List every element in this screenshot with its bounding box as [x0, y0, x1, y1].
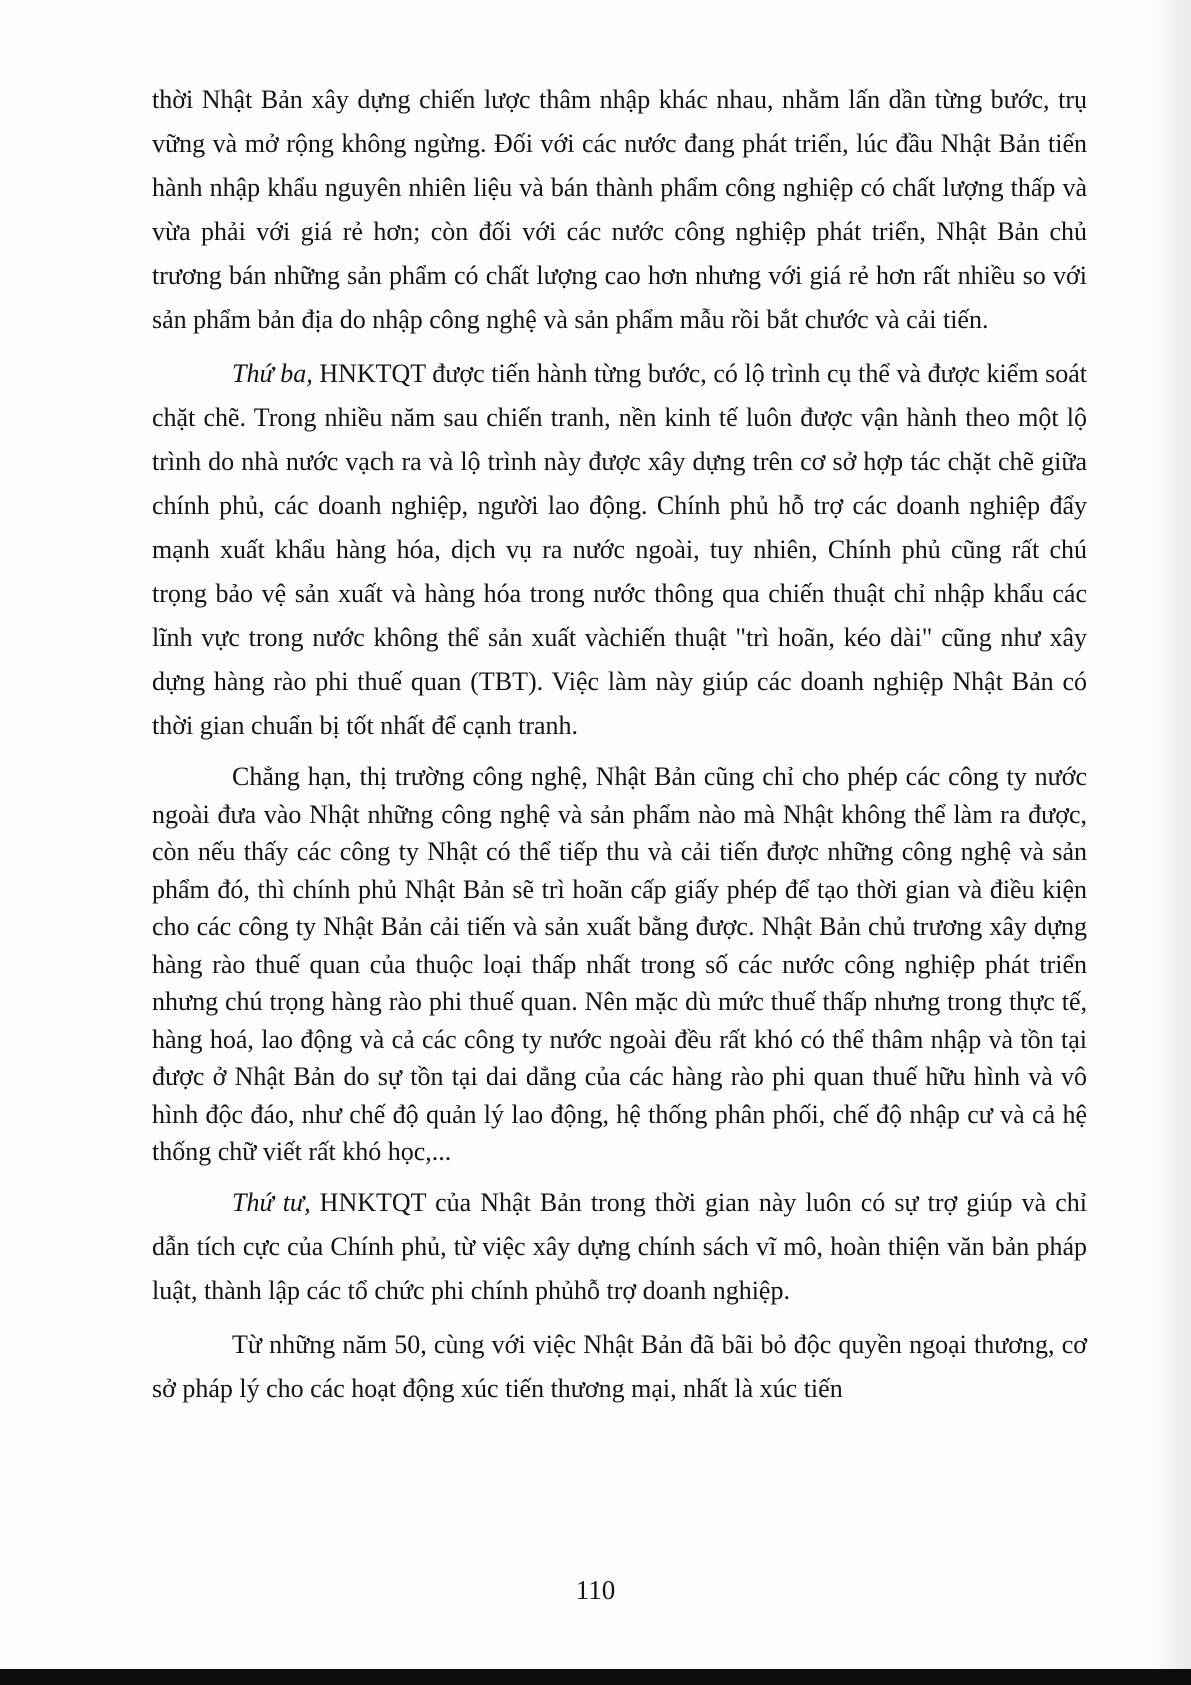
paragraph-2-body: HNKTQT được tiến hành từng bước, có lộ trình cụ thể và được kiểm soát chặt chẽ. Trong nhiều năm sau chiến tranh, nền kinh tế luôn được vận hành theo một lộ trình do nhà nước vạch ra và lộ trình này được xây dựng trên cơ sở hợp tác chặt chẽ giữa chính phủ, các doanh nghiệp, người lao động. Chính phủ hỗ trợ các doanh nghiệp đẩy mạnh xuất khẩu hàng hóa, dịch vụ ra nước ngoài, tuy nhiên, Chính phủ cũng rất chú trọng bảo vệ sản xuất và hàng hóa trong nước thông qua chiến thuật chỉ nhập khẩu các lĩnh vực trong nước không thể sản xuất vàchiến thuật "trì hoãn, kéo dài" cũng như xây dựng hàng rào phi thuế quan (TBT). Việc làm này giúp các doanh nghiệp Nhật Bản có thời gian chuẩn bị tốt nhất để cạnh tranh. — [152, 359, 1088, 740]
paragraph-4-body: HNKTQT của Nhật Bản trong thời gian này luôn có sự trợ giúp và chỉ dẫn tích cực của Chính phủ, từ việc xây dựng chính sách vĩ mô, hoàn thiện văn bản pháp luật, thành lập các tổ chức phi chính phủhỗ trợ doanh nghiệp. — [152, 1187, 1087, 1305]
paragraph-4-lead: Thứ tư, — [232, 1187, 311, 1217]
scan-border-bottom — [0, 1669, 1191, 1685]
page-edge-shadow — [1151, 0, 1191, 1685]
paragraph-1: thời Nhật Bản xây dựng chiến lược thâm nhập khác nhau, nhằm lấn dần từng bước, trụ vững và mở rộng không ngừng. Đối với các nước đang phát triển, lúc đầu Nhật Bản tiến hành nhập khẩu nguyên nhiên liệu và bán thành phẩm công nghiệp có chất lượng thấp và vừa phải với giá rẻ hơn; còn đối với các nước công nghiệp phát triển, Nhật Bản chủ trương bán những sản phẩm có chất lượng cao hơn nhưng với giá rẻ hơn rất nhiều so với sản phẩm bản địa do nhập công nghệ và sản phẩm mẫu rồi bắt chước và cải tiến. — [152, 85, 1087, 334]
paragraph-3: Chẳng hạn, thị trường công nghệ, Nhật Bản cũng chỉ cho phép các công ty nước ngoài đưa vào Nhật những công nghệ và sản phẩm nào mà Nhật không thể làm ra được, còn nếu thấy các công ty Nhật có thể tiếp thu và cải tiến được những công nghệ và sản phẩm đó, thì chính phủ Nhật Bản sẽ trì hoãn cấp giấy phép để tạo thời gian và điều kiện cho các công ty Nhật Bản cải tiến và sản xuất bằng được. Nhật Bản chủ trương xây dựng hàng rào thuế quan của thuộc loại thấp nhất trong số các nước công nghiệp phát triển nhưng chú trọng hàng rào phi thuế quan. Nên mặc dù mức thuế thấp nhưng trong thực tế, hàng hoá, lao động và cả các công ty nước ngoài đều rất khó có thể thâm nhập và tồn tại được ở Nhật Bản do sự tồn tại dai dẳng của các hàng rào phi quan thuế hữu hình và vô hình độc đáo, như chế độ quản lý lao động, hệ thống phân phối, chế độ nhập cư và cả hệ thống chữ viết rất khó học,... — [152, 762, 1087, 1166]
paragraph-4 — [152, 1181, 1087, 1313]
paragraph-5: Từ những năm 50, cùng với việc Nhật Bản đã bãi bỏ độc quyền ngoại thương, cơ sở pháp lý cho các hoạt động xúc tiến thương mại, nhất là xúc tiến — [152, 1329, 1087, 1403]
body-text — [152, 78, 1087, 1411]
page-number: 110 — [575, 1575, 616, 1605]
paragraph-2-lead: Thứ ba, — [232, 359, 313, 388]
paragraph-2 — [152, 352, 1087, 748]
